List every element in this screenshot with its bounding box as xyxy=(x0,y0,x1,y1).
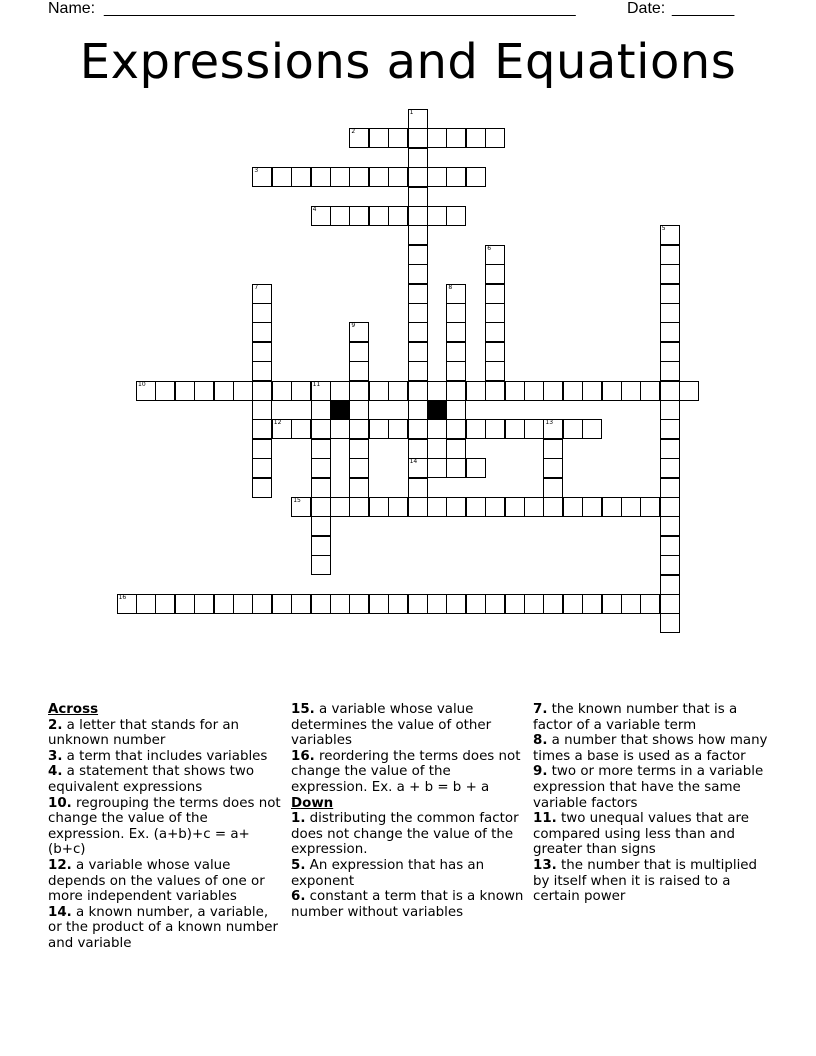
crossword-cell[interactable] xyxy=(485,594,505,614)
clue-item xyxy=(533,858,769,905)
crossword-cell[interactable] xyxy=(408,245,428,265)
crossword-cell[interactable] xyxy=(311,497,331,517)
crossword-cell[interactable] xyxy=(660,342,680,362)
crossword-cell[interactable] xyxy=(311,439,331,459)
crossword-cell[interactable] xyxy=(330,419,350,439)
clue-item xyxy=(291,889,527,920)
crossword-cell[interactable] xyxy=(408,497,428,517)
clue-item xyxy=(48,858,284,905)
clue-text: a letter that stands for an unknown number xyxy=(48,717,240,749)
crossword-cell[interactable] xyxy=(427,419,447,439)
crossword-cell[interactable] xyxy=(311,419,331,439)
clue-number-label: 16. xyxy=(291,748,315,764)
crossword-cell[interactable] xyxy=(660,381,680,401)
clues-column-2 xyxy=(291,702,527,920)
crossword-cell[interactable] xyxy=(272,167,292,187)
crossword-cell[interactable] xyxy=(349,439,369,459)
crossword-cell[interactable] xyxy=(640,381,660,401)
crossword-cell[interactable] xyxy=(485,284,505,304)
crossword-cell[interactable] xyxy=(408,400,428,420)
crossword-cell[interactable] xyxy=(408,167,428,187)
crossword-cell[interactable] xyxy=(660,478,680,498)
crossword-cell[interactable] xyxy=(408,187,428,207)
clue-text: regrouping the terms does not change the value of the expression. Ex. (a+b)+c = a+(b+c) xyxy=(48,795,281,858)
crossword-cell[interactable] xyxy=(563,419,583,439)
crossword-cell[interactable] xyxy=(485,245,505,265)
crossword-cell[interactable] xyxy=(252,303,272,323)
crossword-cell[interactable] xyxy=(524,594,544,614)
clue-number-label: 1. xyxy=(291,811,306,827)
crossword-cell[interactable] xyxy=(252,400,272,420)
crossword-cell[interactable] xyxy=(388,497,408,517)
crossword-cell[interactable] xyxy=(582,594,602,614)
clue-number-label: 4. xyxy=(48,764,63,780)
crossword-cell[interactable] xyxy=(272,594,292,614)
crossword-cell[interactable] xyxy=(349,342,369,362)
crossword-cell[interactable] xyxy=(466,458,486,478)
crossword-cell[interactable] xyxy=(660,555,680,575)
crossword-cell[interactable] xyxy=(427,594,447,614)
crossword-cell[interactable] xyxy=(660,225,680,245)
clue-number: 5 xyxy=(661,225,666,233)
clue-number-label: 6. xyxy=(291,889,306,905)
clue-item xyxy=(48,749,284,765)
clue-item xyxy=(291,811,527,858)
crossword-cell[interactable] xyxy=(311,458,331,478)
clue-text: two unequal values that are compared using less than and greater than signs xyxy=(533,811,749,858)
crossword-cell[interactable] xyxy=(660,575,680,595)
crossword-cell[interactable] xyxy=(252,381,272,401)
down-heading: Down xyxy=(291,795,334,811)
clue-number-label: 15. xyxy=(291,702,315,717)
clue-number-label: 5. xyxy=(291,857,306,873)
crossword-cell[interactable] xyxy=(252,419,272,439)
clue-number: 1 xyxy=(409,109,414,116)
crossword-cell[interactable] xyxy=(408,206,428,226)
clue-item xyxy=(291,749,527,796)
crossword-cell[interactable] xyxy=(408,594,428,614)
crossword-cell[interactable] xyxy=(485,264,505,284)
clue-text: constant a term that is a known number without variables xyxy=(291,889,524,920)
crossword-cell[interactable] xyxy=(311,594,331,614)
clue-number: 14 xyxy=(409,458,418,466)
crossword-cell[interactable] xyxy=(427,167,447,187)
crossword-cell[interactable] xyxy=(408,322,428,342)
down-clue-list xyxy=(291,811,527,920)
crossword-cell[interactable] xyxy=(349,458,369,478)
across-clue-list xyxy=(48,718,284,952)
crossword-cell[interactable] xyxy=(466,419,486,439)
crossword-cell[interactable] xyxy=(602,594,622,614)
crossword-cell[interactable] xyxy=(621,497,641,517)
crossword-cell[interactable] xyxy=(660,439,680,459)
crossword-cell[interactable] xyxy=(388,206,408,226)
crossword-cell[interactable] xyxy=(252,594,272,614)
clue-text: An expression that has an exponent xyxy=(291,857,485,889)
clue-text: a term that includes variables xyxy=(62,748,268,764)
crossword-cell[interactable] xyxy=(330,206,350,226)
crossword-cell[interactable] xyxy=(660,613,680,633)
crossword-cell[interactable] xyxy=(408,148,428,168)
crossword-cell[interactable] xyxy=(388,167,408,187)
crossword-cell[interactable] xyxy=(543,497,563,517)
crossword-cell[interactable] xyxy=(252,284,272,304)
crossword-cell[interactable] xyxy=(136,381,156,401)
down-clue-list-continued xyxy=(533,702,769,905)
name-label: Name: xyxy=(48,0,96,17)
crossword-cell[interactable] xyxy=(252,342,272,362)
crossword-cell[interactable] xyxy=(175,381,195,401)
clue-number: 10 xyxy=(138,380,146,388)
crossword-cell[interactable] xyxy=(155,381,175,401)
crossword-cell[interactable] xyxy=(311,478,331,498)
clue-number: 9 xyxy=(351,322,356,330)
crossword-cell[interactable] xyxy=(446,400,466,420)
crossword-cell[interactable] xyxy=(214,594,234,614)
crossword-cell[interactable] xyxy=(446,303,466,323)
crossword-cell[interactable] xyxy=(369,419,389,439)
crossword-cell[interactable] xyxy=(252,478,272,498)
crossword-cell[interactable] xyxy=(563,594,583,614)
crossword-cell[interactable] xyxy=(388,381,408,401)
clue-number: 16 xyxy=(118,594,127,601)
crossword-cell[interactable] xyxy=(330,497,350,517)
crossword-cell[interactable] xyxy=(233,594,253,614)
crossword-cell[interactable] xyxy=(349,497,369,517)
clue-number: 3 xyxy=(254,167,259,175)
crossword-cell[interactable] xyxy=(291,381,311,401)
crossword-cell[interactable] xyxy=(214,381,234,401)
crossword-cell[interactable] xyxy=(408,109,428,129)
crossword-cell[interactable] xyxy=(446,342,466,362)
clue-item xyxy=(48,796,284,858)
crossword-cell[interactable] xyxy=(408,225,428,245)
clue-text: a variable whose value depends on the values of one or more independent variables xyxy=(48,857,265,905)
clue-number: 15 xyxy=(293,497,301,504)
name-blank-line[interactable]: _____________________________________________________ xyxy=(104,0,576,17)
clue-item xyxy=(533,811,769,858)
crossword-cell[interactable] xyxy=(349,594,369,614)
crossword-cell[interactable] xyxy=(369,167,389,187)
crossword-cell[interactable] xyxy=(291,497,311,517)
crossword-cell[interactable] xyxy=(175,594,195,614)
crossword-cell[interactable] xyxy=(291,167,311,187)
clues-column-3 xyxy=(533,702,769,905)
crossword-cell[interactable] xyxy=(291,419,311,439)
crossword-cell[interactable] xyxy=(446,497,466,517)
clue-number: 12 xyxy=(273,419,282,427)
crossword-cell[interactable] xyxy=(640,594,660,614)
crossword-cell[interactable] xyxy=(408,361,428,381)
date-blank-line[interactable]: _______ xyxy=(672,0,735,17)
crossword-cell[interactable] xyxy=(369,594,389,614)
crossword-cell[interactable] xyxy=(543,381,563,401)
crossword-cell[interactable] xyxy=(408,128,428,148)
clue-number-label: 10. xyxy=(48,795,72,811)
crossword-cell[interactable] xyxy=(349,128,369,148)
crossword-cell[interactable] xyxy=(446,594,466,614)
crossword-cell[interactable] xyxy=(369,381,389,401)
crossword-cell[interactable] xyxy=(660,361,680,381)
crossword-cell[interactable] xyxy=(485,381,505,401)
crossword-cell[interactable] xyxy=(466,167,486,187)
crossword-cell[interactable] xyxy=(524,419,544,439)
crossword-cell[interactable] xyxy=(660,458,680,478)
crossword-cell[interactable] xyxy=(485,128,505,148)
crossword-cell[interactable] xyxy=(408,439,428,459)
crossword-cell[interactable] xyxy=(408,478,428,498)
crossword-cell[interactable] xyxy=(446,322,466,342)
crossword-cell[interactable] xyxy=(505,594,525,614)
crossword-cell[interactable] xyxy=(543,478,563,498)
crossword-cell[interactable] xyxy=(155,594,175,614)
crossword-cell[interactable] xyxy=(272,419,292,439)
crossword-cell[interactable] xyxy=(485,342,505,362)
clue-item xyxy=(48,905,284,952)
crossword-cell[interactable] xyxy=(233,381,253,401)
clue-item xyxy=(533,733,769,764)
crossword-cell[interactable] xyxy=(194,594,214,614)
crossword-cell[interactable] xyxy=(349,167,369,187)
crossword-cell[interactable] xyxy=(117,594,137,614)
crossword-cell[interactable] xyxy=(621,381,641,401)
crossword-cell[interactable] xyxy=(505,419,525,439)
page-title: Expressions and Equations xyxy=(79,34,737,90)
clue-item xyxy=(291,858,527,889)
crossword-cell[interactable] xyxy=(446,206,466,226)
crossword-cell[interactable] xyxy=(660,400,680,420)
clue-number-label: 11. xyxy=(533,811,557,827)
crossword-cell[interactable] xyxy=(505,497,525,517)
crossword-cell[interactable] xyxy=(563,381,583,401)
crossword-cell[interactable] xyxy=(660,264,680,284)
crossword-cell[interactable] xyxy=(330,594,350,614)
crossword-cell[interactable] xyxy=(485,361,505,381)
crossword-cell[interactable] xyxy=(446,167,466,187)
crossword-cell[interactable] xyxy=(543,439,563,459)
crossword-cell[interactable] xyxy=(543,458,563,478)
crossword-cell[interactable] xyxy=(660,245,680,265)
crossword-cell[interactable] xyxy=(408,381,428,401)
crossword-cell[interactable] xyxy=(311,400,331,420)
crossword-cell[interactable] xyxy=(485,303,505,323)
crossword-cell[interactable] xyxy=(408,303,428,323)
clue-text: a number that shows how many times a base is used as a factor xyxy=(533,733,768,764)
crossword-cell[interactable] xyxy=(252,167,272,187)
crossword-cell[interactable] xyxy=(427,458,447,478)
crossword-cell[interactable] xyxy=(602,497,622,517)
crossword-cell[interactable] xyxy=(524,381,544,401)
clue-text: a known number, a variable, or the product of a known number and variable xyxy=(48,904,278,951)
crossword-cell[interactable] xyxy=(252,361,272,381)
clue-number: 2 xyxy=(351,128,356,136)
crossword-cell[interactable] xyxy=(582,497,602,517)
clue-text: reordering the terms does not change the value of the expression. Ex. a + b = b + a xyxy=(291,748,521,795)
clue-item xyxy=(291,702,527,749)
clue-text: distributing the common factor does not change the value of the expression. xyxy=(291,811,519,858)
clue-number: 6 xyxy=(487,244,492,252)
crossword-cell[interactable] xyxy=(582,419,602,439)
across-heading: Across xyxy=(48,702,99,717)
crossword-cell[interactable] xyxy=(543,594,563,614)
crossword-cell[interactable] xyxy=(427,381,447,401)
clue-item xyxy=(533,702,769,733)
clue-number-label: 7. xyxy=(533,702,548,717)
clue-number: 4 xyxy=(312,206,317,213)
crossword-cell[interactable] xyxy=(349,400,369,420)
crossword-cell[interactable] xyxy=(349,381,369,401)
crossword-cell[interactable] xyxy=(252,458,272,478)
crossword-cell[interactable] xyxy=(252,439,272,459)
crossword-cell[interactable] xyxy=(446,284,466,304)
clue-number-label: 9. xyxy=(533,764,548,780)
crossword-cell[interactable] xyxy=(311,555,331,575)
clue-text: a variable whose value determines the value of other variables xyxy=(291,702,492,749)
crossword-cell[interactable] xyxy=(660,497,680,517)
clue-number-label: 13. xyxy=(533,857,557,873)
crossword-cell[interactable] xyxy=(660,322,680,342)
crossword-cell[interactable] xyxy=(485,497,505,517)
crossword-cell[interactable] xyxy=(272,381,292,401)
crossword-cell[interactable] xyxy=(136,594,156,614)
clue-number-label: 14. xyxy=(48,904,72,920)
crossword-cell[interactable] xyxy=(349,206,369,226)
clue-number: 7 xyxy=(254,283,259,291)
crossword-cell[interactable] xyxy=(427,497,447,517)
crossword-cell[interactable] xyxy=(660,516,680,536)
clue-item xyxy=(48,718,284,749)
crossword-cell[interactable] xyxy=(446,128,466,148)
clue-text: the known number that is a factor of a variable term xyxy=(533,702,738,733)
crossword-cell[interactable] xyxy=(621,594,641,614)
clue-number-label: 3. xyxy=(48,748,63,764)
crossword-cell[interactable] xyxy=(408,458,428,478)
crossword-cell[interactable] xyxy=(252,322,272,342)
crossword-cell[interactable] xyxy=(349,361,369,381)
crossword-cell[interactable] xyxy=(408,342,428,362)
crossword-cell[interactable] xyxy=(388,419,408,439)
clue-number: 8 xyxy=(448,283,453,291)
crossword-cell[interactable] xyxy=(311,536,331,556)
crossword-cell[interactable] xyxy=(408,264,428,284)
crossword-cell[interactable] xyxy=(485,322,505,342)
crossword-cell[interactable] xyxy=(311,206,331,226)
crossword-cell[interactable] xyxy=(446,458,466,478)
clue-item xyxy=(533,764,769,811)
clue-number-label: 2. xyxy=(48,717,63,733)
clue-number-label: 12. xyxy=(48,857,72,873)
crossword-cell[interactable] xyxy=(466,594,486,614)
crossword-cell[interactable] xyxy=(679,381,699,401)
crossword-cell[interactable] xyxy=(640,497,660,517)
crossword-cell[interactable] xyxy=(388,594,408,614)
crossword-cell[interactable] xyxy=(369,128,389,148)
crossword-cell[interactable] xyxy=(563,497,583,517)
crossword-cell[interactable] xyxy=(311,516,331,536)
crossword-blocked-cell xyxy=(330,400,350,420)
clue-number: 13 xyxy=(545,419,554,427)
crossword-cell[interactable] xyxy=(524,497,544,517)
crossword-cell[interactable] xyxy=(427,206,447,226)
crossword-cell[interactable] xyxy=(505,381,525,401)
date-label: Date: xyxy=(627,0,666,17)
crossword-cell[interactable] xyxy=(330,167,350,187)
clue-number: 11 xyxy=(312,380,321,388)
crossword-cell[interactable] xyxy=(446,439,466,459)
crossword-cell[interactable] xyxy=(311,381,331,401)
clue-item xyxy=(48,764,284,795)
crossword-cell[interactable] xyxy=(369,206,389,226)
clue-number-label: 8. xyxy=(533,733,548,749)
crossword-cell[interactable] xyxy=(485,419,505,439)
across-clue-list-continued xyxy=(291,702,527,796)
crossword-cell[interactable] xyxy=(602,381,622,401)
crossword-cell[interactable] xyxy=(446,419,466,439)
crossword-cell[interactable] xyxy=(660,419,680,439)
crossword-cell[interactable] xyxy=(660,594,680,614)
crossword-cell[interactable] xyxy=(311,167,331,187)
crossword-cell[interactable] xyxy=(369,497,389,517)
crossword-cell[interactable] xyxy=(388,128,408,148)
crossword-cell[interactable] xyxy=(660,303,680,323)
crossword-cell[interactable] xyxy=(466,381,486,401)
crossword-cell[interactable] xyxy=(446,381,466,401)
crossword-cell[interactable] xyxy=(330,381,350,401)
crossword-cell[interactable] xyxy=(349,478,369,498)
crossword-cell[interactable] xyxy=(446,361,466,381)
clues-column-1 xyxy=(48,702,284,952)
crossword-cell[interactable] xyxy=(582,381,602,401)
crossword-cell[interactable] xyxy=(466,128,486,148)
crossword-cell[interactable] xyxy=(543,419,563,439)
crossword-cell[interactable] xyxy=(408,284,428,304)
clue-text: two or more terms in a variable expression that have the same variable factors xyxy=(533,764,764,811)
crossword-cell[interactable] xyxy=(194,381,214,401)
clue-text: the number that is multiplied by itself when it is raised to a certain power xyxy=(533,857,758,905)
crossword-cell[interactable] xyxy=(660,536,680,556)
clue-text: a statement that shows two equivalent expressions xyxy=(48,764,255,795)
crossword-cell[interactable] xyxy=(408,419,428,439)
crossword-cell[interactable] xyxy=(427,128,447,148)
crossword-cell[interactable] xyxy=(660,284,680,304)
crossword-cell[interactable] xyxy=(291,594,311,614)
crossword-cell[interactable] xyxy=(349,419,369,439)
crossword-cell[interactable] xyxy=(466,497,486,517)
crossword-blocked-cell xyxy=(427,400,447,420)
crossword-cell[interactable] xyxy=(349,322,369,342)
